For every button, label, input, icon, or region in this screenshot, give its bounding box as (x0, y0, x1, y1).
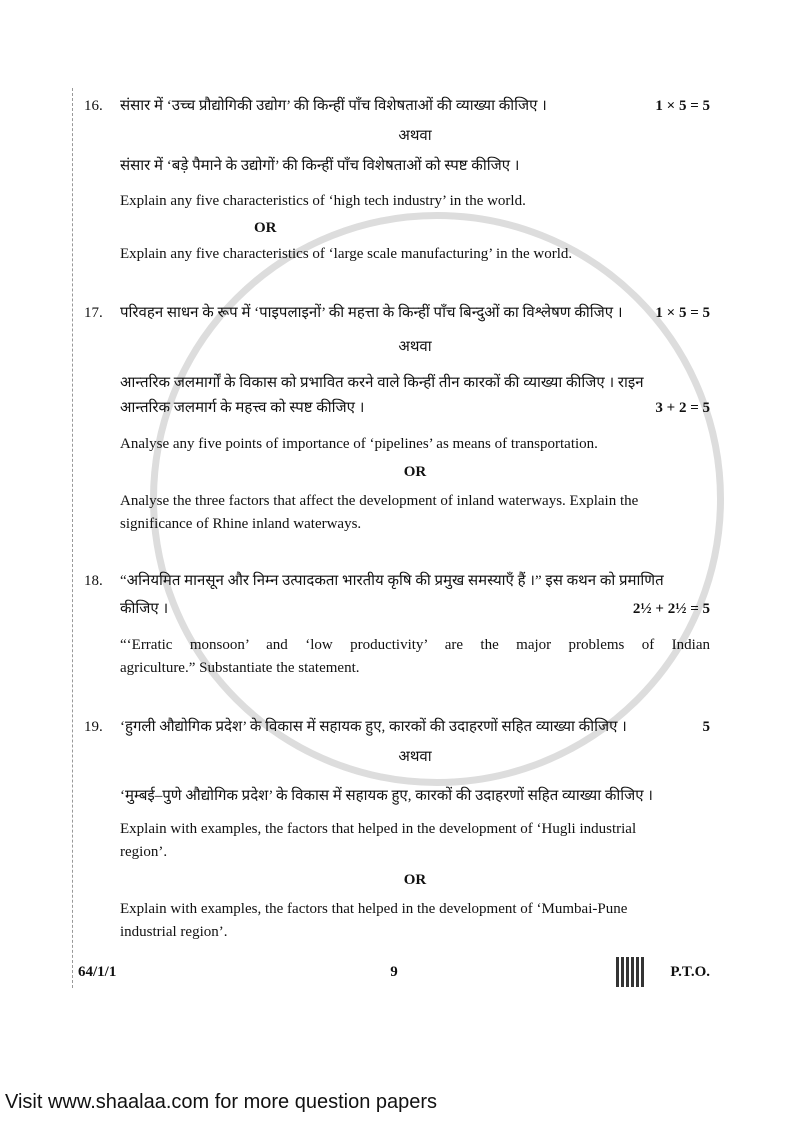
question-hindi-alt: आन्तरिक जलमार्ग के महत्त्व को स्पष्ट कीजिए । (120, 400, 365, 416)
question-english: “‘Erratic monsoon’ and ‘low productivity’ are the major problems of Indian (120, 637, 710, 653)
question-english-alt: Explain any five characteristics of ‘large scale manufacturing’ in the world. (120, 246, 573, 262)
question-hindi: ‘हुगली औद्योगिक प्रदेश’ के विकास में सहायक हुए, कारकों की उदाहरणों सहित व्याख्या कीजिए । (120, 719, 627, 735)
question-16 (84, 97, 710, 115)
question-hindi: संसार में ‘उच्च प्रौद्योगिकी उद्योग’ की किन्हीं पाँच विशेषताओं की व्याख्या कीजिए । (120, 98, 547, 114)
question-number: 19. (84, 719, 103, 735)
marks: 2½ + 2½ = 5 (632, 601, 710, 617)
question-hindi: “अनियमित मानसून और निम्न उत्पादकता भारतीय कृषि की प्रमुख समस्याएँ हैं ।” इस कथन को प्रमाणित (120, 573, 664, 589)
or-english: OR (254, 220, 277, 236)
question-hindi: परिवहन साधन के रूप में ‘पाइपलाइनों’ की महत्ता के किन्हीं पाँच बिन्दुओं का विश्लेषण कीजिए । (120, 305, 623, 321)
or-english: OR (403, 464, 427, 480)
qr-code-icon (616, 957, 646, 987)
marks: 1 × 5 = 5 (655, 305, 710, 321)
question-17 (84, 304, 710, 322)
margin-line (72, 88, 73, 988)
question-english-alt: Explain with examples, the factors that helped in the development of ‘Mumbai-Pune (120, 901, 628, 917)
question-18 (84, 572, 710, 590)
question-19 (84, 718, 710, 736)
or-hindi: अथवा (398, 128, 432, 144)
question-hindi-alt: आन्तरिक जलमार्गों के विकास को प्रभावित करने वाले किन्हीं तीन कारकों की व्याख्या कीजिए । राइन (120, 375, 644, 391)
question-number: 18. (84, 573, 103, 589)
pto-label: P.T.O. (670, 964, 710, 980)
question-number: 17. (84, 305, 103, 321)
question-english: region’. (120, 844, 168, 860)
or-english: OR (403, 872, 427, 888)
marks: 5 (702, 719, 710, 735)
question-hindi: कीजिए । (120, 601, 169, 617)
question-english: Explain with examples, the factors that helped in the development of ‘Hugli industrial (120, 821, 637, 837)
question-hindi-alt: ‘मुम्बई–पुणे औद्योगिक प्रदेश’ के विकास में सहायक हुए, कारकों की उदाहरणों सहित व्याख्या कीजिए । (120, 788, 653, 804)
site-banner[interactable]: Visit www.shaalaa.com for more question papers (5, 1091, 438, 1113)
marks: 3 + 2 = 5 (655, 400, 710, 416)
question-english-alt: industrial region’. (120, 924, 228, 940)
question-english-alt: Analyse the three factors that affect the development of inland waterways. Explain the (120, 493, 639, 509)
question-english-alt: significance of Rhine inland waterways. (120, 516, 362, 532)
page-footer (78, 957, 710, 987)
page-number: 9 (390, 964, 398, 980)
or-hindi: अथवा (398, 339, 432, 355)
question-english: Analyse any five points of importance of ‘pipelines’ as means of transportation. (120, 436, 598, 452)
question-hindi-alt: संसार में ‘बड़े पैमाने के उद्योगों’ की किन्हीं पाँच विशेषताओं को स्पष्ट कीजिए । (120, 158, 520, 174)
paper-code: 64/1/1 (78, 964, 117, 980)
marks: 1 × 5 = 5 (655, 98, 710, 114)
question-number: 16. (84, 98, 103, 114)
or-hindi: अथवा (398, 749, 432, 765)
question-english: Explain any five characteristics of ‘high tech industry’ in the world. (120, 193, 526, 209)
document-body (78, 0, 710, 987)
question-english: agriculture.” Substantiate the statement. (120, 660, 360, 676)
